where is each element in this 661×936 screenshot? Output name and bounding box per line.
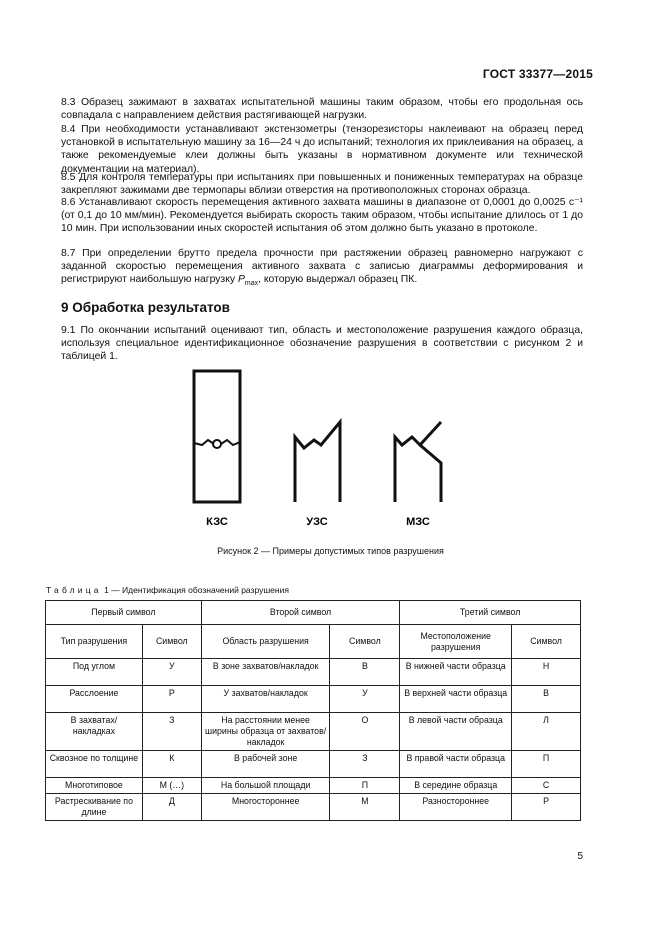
subheader-cell: Местоположение разрушения	[400, 625, 512, 659]
table-cell: В	[512, 686, 581, 713]
table-caption	[46, 585, 289, 595]
pmax-symbol: P	[237, 274, 245, 286]
specimen-mzs-outline-left	[395, 422, 441, 502]
table-cell: У захватов/накладок	[201, 686, 330, 713]
table-cell: К	[142, 751, 201, 778]
table-cell: В нижней части образца	[400, 659, 512, 686]
table-group-header	[46, 601, 581, 625]
group-first-symbol: Первый символ	[46, 601, 202, 625]
table-cell: На расстоянии менее ширины образца от захватов/накладок	[201, 713, 330, 751]
table-caption-word: Таблица	[46, 585, 102, 595]
table-cell: З	[142, 713, 201, 751]
table-caption-rest: 1 — Идентификация обозначений разрушения	[101, 585, 289, 595]
table-cell: На большой площади	[201, 778, 330, 794]
subheader-cell: Символ	[142, 625, 201, 659]
failure-codes-table	[45, 600, 581, 821]
table-cell: В	[330, 659, 400, 686]
specimen-kzs-outline	[194, 371, 240, 502]
paragraph-9-1: 9.1 По окончании испытаний оценивают тип, область и местоположение разрушения каждого образца, используя специальное идентификационное обозначение разрушения в соответствии с рисунком 2 и таблицей 1.	[61, 325, 583, 363]
table-cell: В захватах/ накладках	[46, 713, 143, 751]
specimen-mzs-outline-right	[420, 445, 441, 502]
table-cell: С	[512, 778, 581, 794]
page-number: 5	[577, 851, 583, 862]
table-row	[46, 794, 581, 821]
paragraph-8-7-tail: , которую выдержал образец ПК.	[258, 274, 418, 286]
table-cell: Под углом	[46, 659, 143, 686]
table-cell: Растрескивание по длине	[46, 794, 143, 821]
subheader-cell: Символ	[330, 625, 400, 659]
table-cell: О	[330, 713, 400, 751]
paragraph-8-4: 8.4 При необходимости устанавливают экстензометры (тензорезисторы наклеивают на образец перед установкой в испытательную машину за 16—24 ч до испытаний; технология их приклеивания на образец, а также рекомендуемые клеи должны быть указаны в нормативном документе или технической документации на материал).	[61, 124, 583, 175]
figure-caption: Рисунок 2 — Примеры допустимых типов разрушения	[217, 546, 444, 556]
table-cell: В середине образца	[400, 778, 512, 794]
group-second-symbol: Второй символ	[201, 601, 400, 625]
table-cell: З	[330, 751, 400, 778]
section-title: 9 Обработка результатов	[61, 300, 230, 315]
table-cell: Д	[142, 794, 201, 821]
table-cell: В зоне захватов/накладок	[201, 659, 330, 686]
specimen-kzs-hole	[213, 440, 221, 448]
table-cell: Сквозное по толщине	[46, 751, 143, 778]
table-cell: М	[330, 794, 400, 821]
table-cell: В левой части образца	[400, 713, 512, 751]
table-cell: Многотиповое	[46, 778, 143, 794]
specimen-kzs-crack-right	[221, 440, 240, 445]
table-row	[46, 659, 581, 686]
paragraph-8-6: 8.6 Устанавливают скорость перемещения активного захвата машины в диапазоне от 0,0001 до 0,0025 с⁻¹ (от 0,1 до 10 мм/мин). Рекомендуется выбирать скорость таким образом, чтобы испытание длилось от 1 до 10 мин. При использовании иных скоростей испытания об этом должно быть указано в протоколе.	[61, 197, 583, 235]
table-cell: Л	[512, 713, 581, 751]
table-cell: Р	[512, 794, 581, 821]
subheader-cell: Тип разрушения	[46, 625, 143, 659]
paragraph-8-7-text: 8.7 При определении брутто предела прочности при растяжении образец равномерно нагружают с заданной скоростью перемещения активного захвата с записью диаграммы деформирования и регистрируют наибольшую нагрузку	[61, 248, 583, 286]
label-uzs: УЗС	[306, 516, 328, 528]
specimen-uzs-outline	[295, 422, 340, 502]
label-mzs: МЗС	[406, 516, 430, 528]
pmax-subscript: max	[244, 280, 259, 288]
table-cell: П	[330, 778, 400, 794]
table-row	[46, 751, 581, 778]
subheader-cell: Область разрушения	[201, 625, 330, 659]
figure-2	[180, 365, 480, 540]
table-cell: Многостороннее	[201, 794, 330, 821]
failure-types-diagram	[180, 365, 480, 540]
table-cell: Расслоение	[46, 686, 143, 713]
table-cell: У	[142, 659, 201, 686]
paragraph-8-7	[61, 247, 583, 291]
document-header: ГОСТ 33377—2015	[482, 67, 593, 81]
table-cell: Р	[142, 686, 201, 713]
paragraph-8-3: 8.3 Образец зажимают в захватах испытательной машины таким образом, чтобы его продольная ось совпадала с направлением действия растягивающей нагрузки.	[61, 97, 583, 122]
group-third-symbol: Третий символ	[400, 601, 581, 625]
table-cell: В рабочей зоне	[201, 751, 330, 778]
table-cell: Разностороннее	[400, 794, 512, 821]
table-cell: М (…)	[142, 778, 201, 794]
table-cell: У	[330, 686, 400, 713]
table-subheader	[46, 625, 581, 659]
specimen-kzs-crack-left	[194, 440, 214, 445]
table-cell: Н	[512, 659, 581, 686]
table-cell: В верхней части образца	[400, 686, 512, 713]
paragraph-8-5: 8.5 Для контроля температуры при испытаниях при повышенных и пониженных температурах на образце закрепляют зажимами две термопары вблизи отверстия на противоположных сторонах образца.	[61, 172, 583, 197]
subheader-cell: Символ	[512, 625, 581, 659]
table-row	[46, 686, 581, 713]
specimen-mzs	[395, 422, 441, 502]
table-cell: П	[512, 751, 581, 778]
specimen-uzs	[295, 422, 340, 502]
specimen-kzs	[194, 371, 240, 502]
table-row	[46, 713, 581, 751]
table-row	[46, 778, 581, 794]
table-cell: В правой части образца	[400, 751, 512, 778]
label-kzs: КЗС	[206, 516, 228, 528]
